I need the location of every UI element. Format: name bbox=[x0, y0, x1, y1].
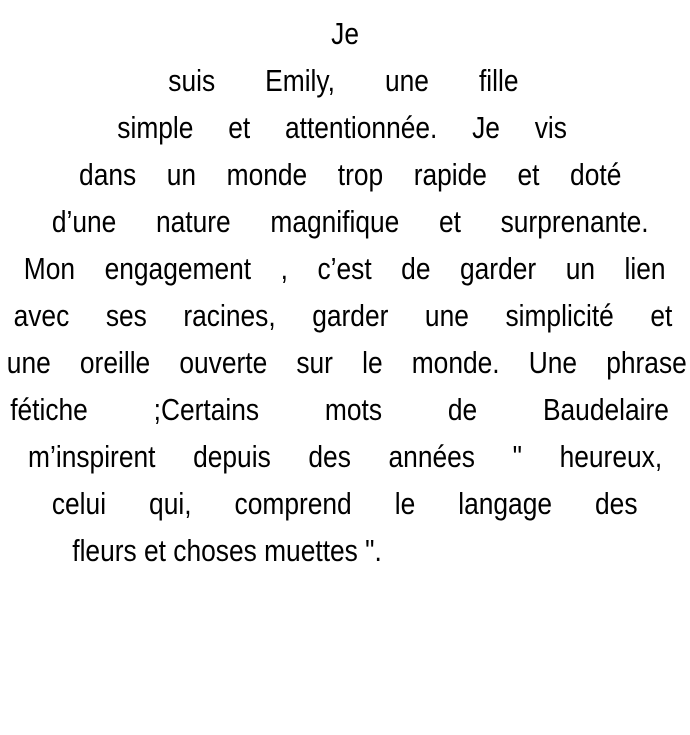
paragraph-line: celui qui, comprend le langage des bbox=[51, 486, 638, 521]
paragraph-line: fétiche ;Certains mots de Baudelaire bbox=[10, 392, 669, 427]
paragraph-line: simple et attentionnée. Je vis bbox=[117, 110, 567, 145]
paragraph-line: d’une nature magnifique et surprenante. bbox=[51, 204, 649, 239]
paragraph-line: dans un monde trop rapide et doté bbox=[79, 157, 622, 192]
bio-paragraph bbox=[0, 10, 690, 574]
paragraph-line: Je bbox=[331, 16, 360, 51]
paragraph-line: m’inspirent depuis des années " heureux, bbox=[28, 439, 663, 474]
paragraph-line: une oreille ouverte sur le monde. Une phrase bbox=[6, 345, 687, 380]
paragraph-line: suis Emily, une fille bbox=[168, 63, 519, 98]
paragraph-line: fleurs et choses muettes ". bbox=[72, 533, 382, 568]
paragraph-line: Mon engagement , c’est de garder un lien bbox=[23, 251, 666, 286]
paragraph-line: avec ses racines, garder une simplicité et bbox=[13, 298, 673, 333]
